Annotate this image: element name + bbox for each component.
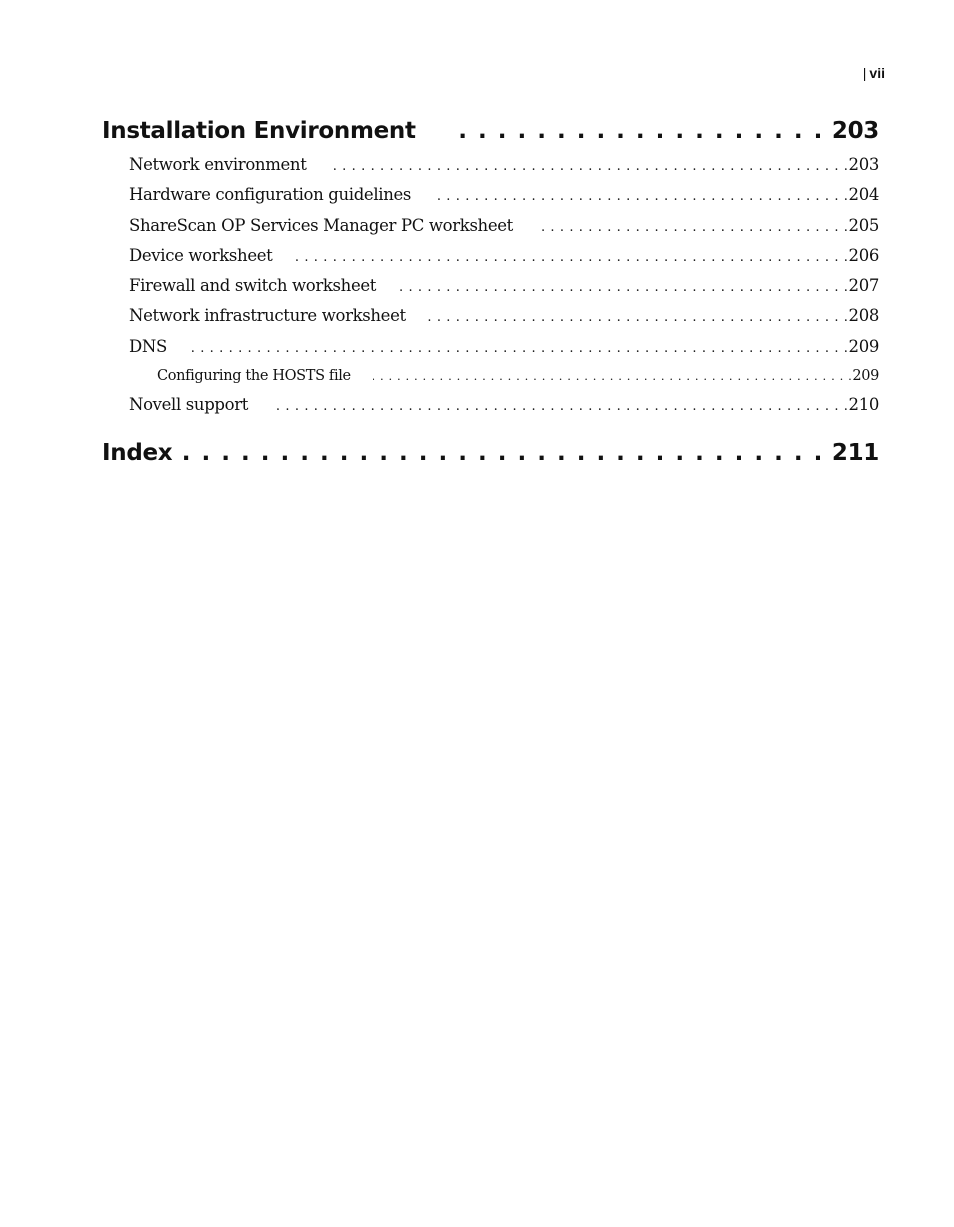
toc-section-firewall-switch-worksheet[interactable] — [102, 271, 879, 301]
toc-section-dns[interactable] — [102, 332, 879, 362]
toc-chapter-index[interactable] — [102, 434, 879, 472]
toc-section-novell-support[interactable] — [102, 390, 879, 420]
toc-entry-page: 204 — [848, 185, 879, 205]
toc-entry-title: Network environment — [129, 155, 307, 174]
toc-entry-page: 205 — [848, 215, 879, 235]
toc-entry-page: 203 — [848, 155, 879, 174]
toc-entry-page: 209 — [852, 368, 879, 385]
dot-leader — [189, 334, 849, 364]
toc-entry-title: ShareScan OP Services Manager PC worksheet — [129, 215, 513, 235]
dot-leader — [452, 112, 824, 150]
toc-entry-title: Novell support — [129, 395, 249, 415]
toc-entry-page: 208 — [848, 306, 879, 326]
toc-entry-title: Configuring the HOSTS file — [157, 368, 351, 385]
toc-entry-title: Network infrastructure worksheet — [129, 306, 406, 326]
page-header — [863, 64, 885, 82]
toc-section-network-environment[interactable] — [102, 150, 879, 180]
toc-section-services-manager-pc-worksheet[interactable] — [102, 211, 879, 241]
toc-entry-title: Device worksheet — [129, 245, 273, 265]
dot-leader — [428, 303, 849, 333]
toc-entry-title: Index — [102, 440, 173, 467]
toc-entry-page: 206 — [848, 245, 879, 265]
table-of-contents — [102, 112, 879, 472]
dot-leader — [433, 182, 849, 212]
dot-leader — [294, 243, 848, 273]
toc-entry-title: Firewall and switch worksheet — [129, 276, 377, 296]
toc-entry-page: 209 — [848, 336, 879, 356]
toc-entry-title: DNS — [129, 336, 167, 356]
toc-entry-page: 207 — [848, 276, 879, 296]
toc-entry-title: Hardware configuration guidelines — [129, 185, 412, 205]
dot-leader — [328, 152, 848, 182]
toc-section-network-infrastructure-worksheet[interactable] — [102, 301, 879, 331]
toc-entry-page: 211 — [831, 440, 879, 467]
toc-entry-page: 210 — [848, 395, 879, 415]
header-page-number: vii — [869, 65, 885, 81]
dot-leader — [373, 362, 853, 390]
toc-entry-title: Installation Environment — [102, 118, 416, 144]
dot-leader — [270, 392, 849, 422]
toc-chapter-installation-environment[interactable] — [102, 112, 879, 150]
toc-section-hardware-configuration-guidelines[interactable] — [102, 180, 879, 210]
toc-entry-page: 203 — [831, 118, 879, 144]
header-separator: | — [862, 65, 867, 81]
toc-section-device-worksheet[interactable] — [102, 241, 879, 271]
dot-leader — [535, 213, 849, 243]
dot-leader — [180, 434, 824, 472]
toc-subsection-configuring-hosts-file[interactable] — [102, 362, 879, 390]
dot-leader — [398, 273, 848, 303]
